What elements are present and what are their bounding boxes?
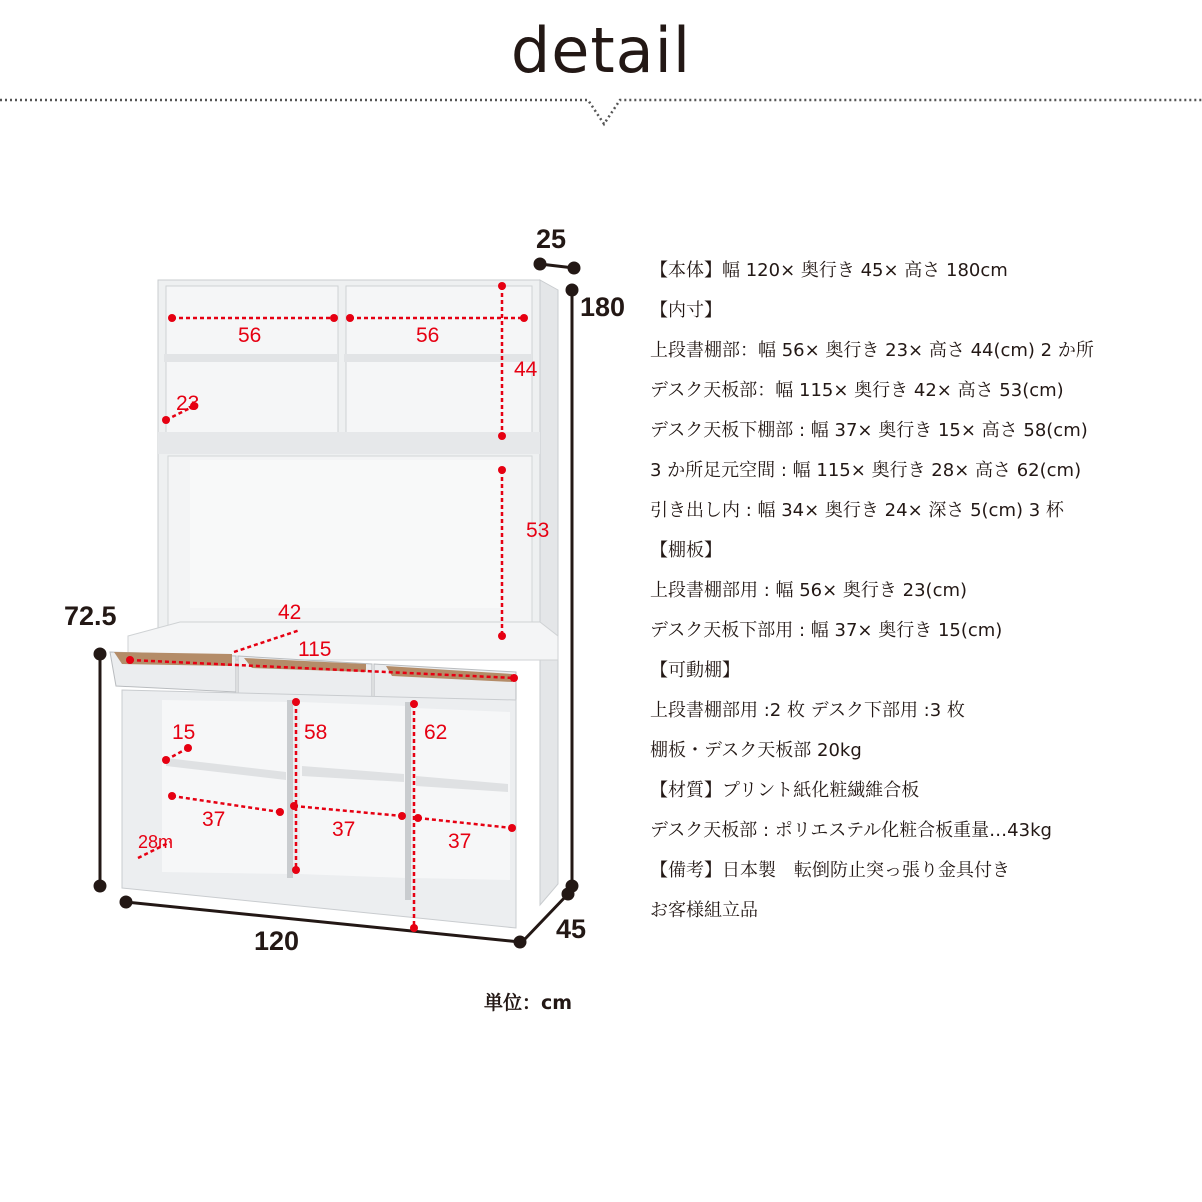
lower-height-right-label: 62 <box>424 721 448 744</box>
desk-width-label: 115 <box>298 638 332 661</box>
spec-line: 【内寸】 <box>650 300 722 321</box>
spec-line: 上段書棚部用 : 幅 56× 奥行き 23(cm) <box>650 580 968 601</box>
spec-line: デスク天板部 : ポリエステル化粧合板重量…43kg <box>650 820 1052 841</box>
spec-line: 引き出し内 : 幅 34× 奥行き 24× 深さ 5(cm) 3 杯 <box>650 500 1064 521</box>
lower-width-right-label: 37 <box>448 830 472 853</box>
spec-line: 上段書棚部用 :2 枚 デスク下部用 :3 枚 <box>650 700 965 721</box>
spec-line: 【可動棚】 <box>650 660 740 681</box>
spec-line: 【本体】幅 120× 奥行き 45× 高さ 180cm <box>650 260 1008 281</box>
spec-line: デスク天板下部用 : 幅 37× 奥行き 15(cm) <box>650 620 1003 641</box>
desk-height-callout-label: 53 <box>526 519 550 542</box>
desk-height-label: 72.5 <box>64 601 117 631</box>
total-height-label: 180 <box>580 292 626 322</box>
lower-width-left-label: 37 <box>202 808 226 831</box>
desk-depth-label: 42 <box>278 601 302 624</box>
total-width-label: 120 <box>254 926 300 956</box>
spec-line: 上段書棚部：幅 56× 奥行き 23× 高さ 44(cm) 2 か所 <box>650 340 1094 361</box>
spec-line: お客様組立品 <box>650 900 758 921</box>
spec-line: 【棚板】 <box>650 540 722 561</box>
spec-line: 3 か所足元空間 : 幅 115× 奥行き 28× 高さ 62(cm) <box>650 460 1082 481</box>
spec-line: デスク天板下棚部 : 幅 37× 奥行き 15× 高さ 58(cm) <box>650 420 1088 441</box>
page-title: detail <box>510 14 692 87</box>
unit-label: 単位：cm <box>484 992 573 1014</box>
spec-list <box>650 253 1190 933</box>
top-depth-label: 25 <box>536 224 567 254</box>
lower-width-center-label: 37 <box>332 818 356 841</box>
spec-line: 棚板・デスク天板部 20kg <box>650 740 862 761</box>
total-depth-label: 45 <box>556 914 587 944</box>
lower-depth-label: 15 <box>172 721 196 744</box>
spec-line: 【備考】日本製 転倒防止突っ張り金具付き <box>650 860 1010 881</box>
upper-width-right-label: 56 <box>416 324 440 347</box>
foot-depth-label: 28m <box>138 832 174 852</box>
spec-line: 【材質】プリント紙化粧繊維合板 <box>650 780 920 801</box>
upper-width-left-label: 56 <box>238 324 262 347</box>
lower-height-center-label: 58 <box>304 721 328 744</box>
upper-height-label: 44 <box>514 358 538 381</box>
spec-line: デスク天板部：幅 115× 奥行き 42× 高さ 53(cm) <box>650 380 1064 401</box>
upper-depth-label: 23 <box>176 392 200 415</box>
